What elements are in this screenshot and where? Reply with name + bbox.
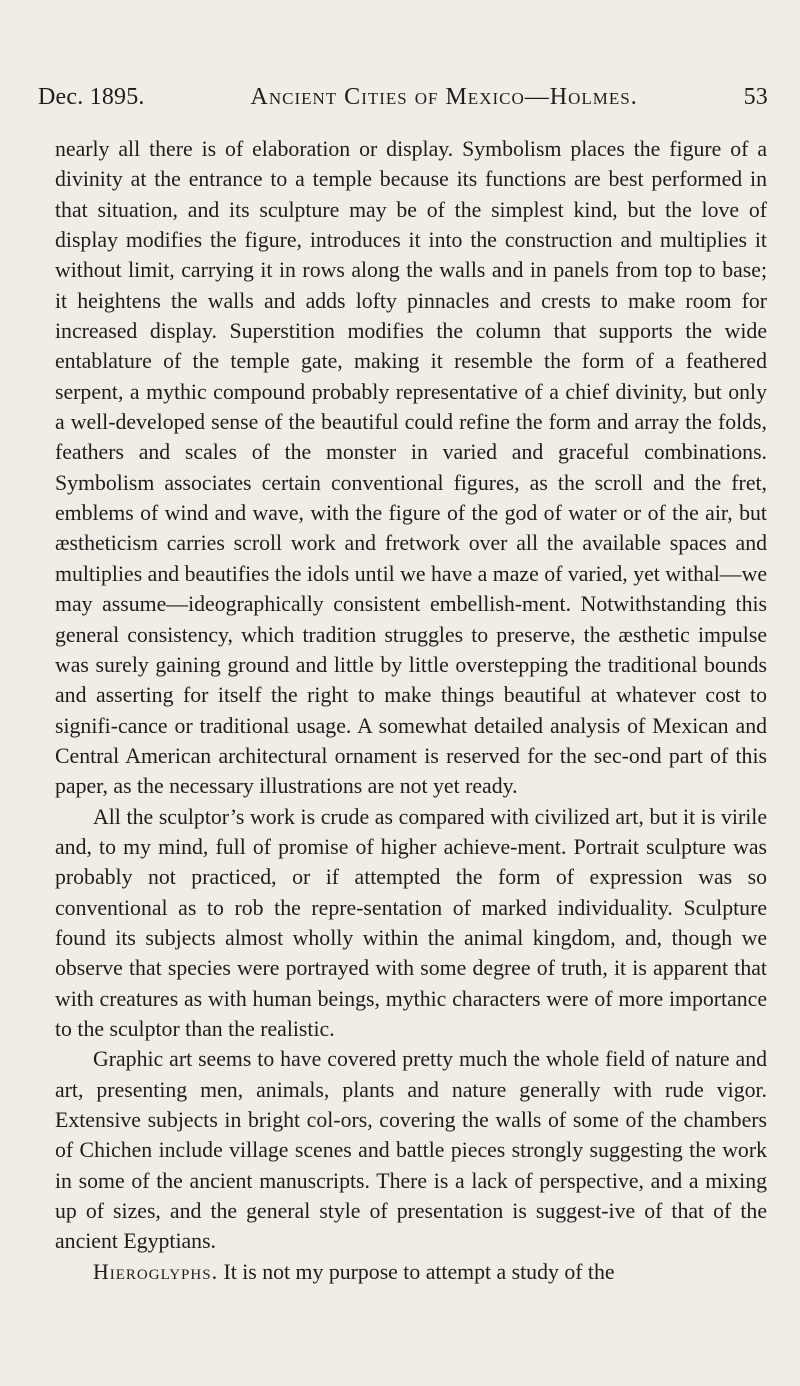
running-head <box>38 84 768 124</box>
body-text <box>55 134 767 1287</box>
page-number: 53 <box>743 84 768 110</box>
paragraph-3: Graphic art seems to have covered pretty much the whole field of nature and art, presenting men, animals, plants and nature generally with rude vigor. Extensive subjects in bright col-ors, covering the walls of some of the chambers of Chichen include village scenes and battle pieces strongly suggesting the work in some of the ancient manuscripts. There is a lack of perspective, and a mixing up of sizes, and the general style of presentation is suggest-ive of that of the ancient Egyptians. <box>55 1047 767 1254</box>
header-title: Ancient Cities of Mexico—Holmes. <box>250 84 638 110</box>
paragraph-hieroglyphs <box>55 1257 767 1287</box>
section-text: It is not my purpose to attempt a study of the <box>223 1259 615 1284</box>
paragraph-1: nearly all there is of elaboration or display. Symbolism places the figure of a divinity at the entrance to a temple because its functions are best performed in that situation, and its sculpture may be of the simplest kind, but the love of display modifies the figure, introduces it into the construction and multiplies it without limit, carrying it in rows along the walls and in panels from top to base; it heightens the walls and adds lofty pinnacles and crests to make room for increased display. Superstition modifies the column that supports the wide entablature of the temple gate, making it resemble the form of a feathered serpent, a mythic compound probably representative of a chief divinity, but only a well-developed sense of the beautiful could refine the form and array the folds, feathers and scales of the monster in varied and graceful combinations. Symbolism associates certain conventional figures, as the scroll and the fret, emblems of wind and wave, with the figure of the god of water or of the air, but æstheticism carries scroll work and fretwork over all the available spaces and multiplies and beautifies the idols until we have a maze of varied, yet withal—we may assume—ideographically consistent embellish-ment. Notwithstanding this general consistency, which tradition struggles to preserve, the æsthetic impulse was surely gaining ground and little by little overstepping the traditional bounds and asserting for itself the right to make things beautiful at whatever cost to signifi-cance or traditional usage. A somewhat detailed analysis of Mexican and Central American architectural ornament is reserved for the sec-ond part of this paper, as the necessary illustrations are not yet ready. <box>55 137 767 799</box>
section-heading-hieroglyphs: Hieroglyphs. <box>93 1259 219 1284</box>
paragraph-2: All the sculptor’s work is crude as compared with civilized art, but it is virile and, to my mind, full of promise of higher achieve-ment. Portrait sculpture was probably not practiced, or if attempted the form of expression was so conventional as to rob the repre-sentation of marked individuality. Sculpture found its subjects almost wholly within the animal kingdom, and, though we observe that species were portrayed with some degree of truth, it is apparent that with creatures as with human beings, mythic characters were of more importance to the sculptor than the realistic. <box>55 804 767 1041</box>
header-date: Dec. 1895. <box>38 84 145 110</box>
